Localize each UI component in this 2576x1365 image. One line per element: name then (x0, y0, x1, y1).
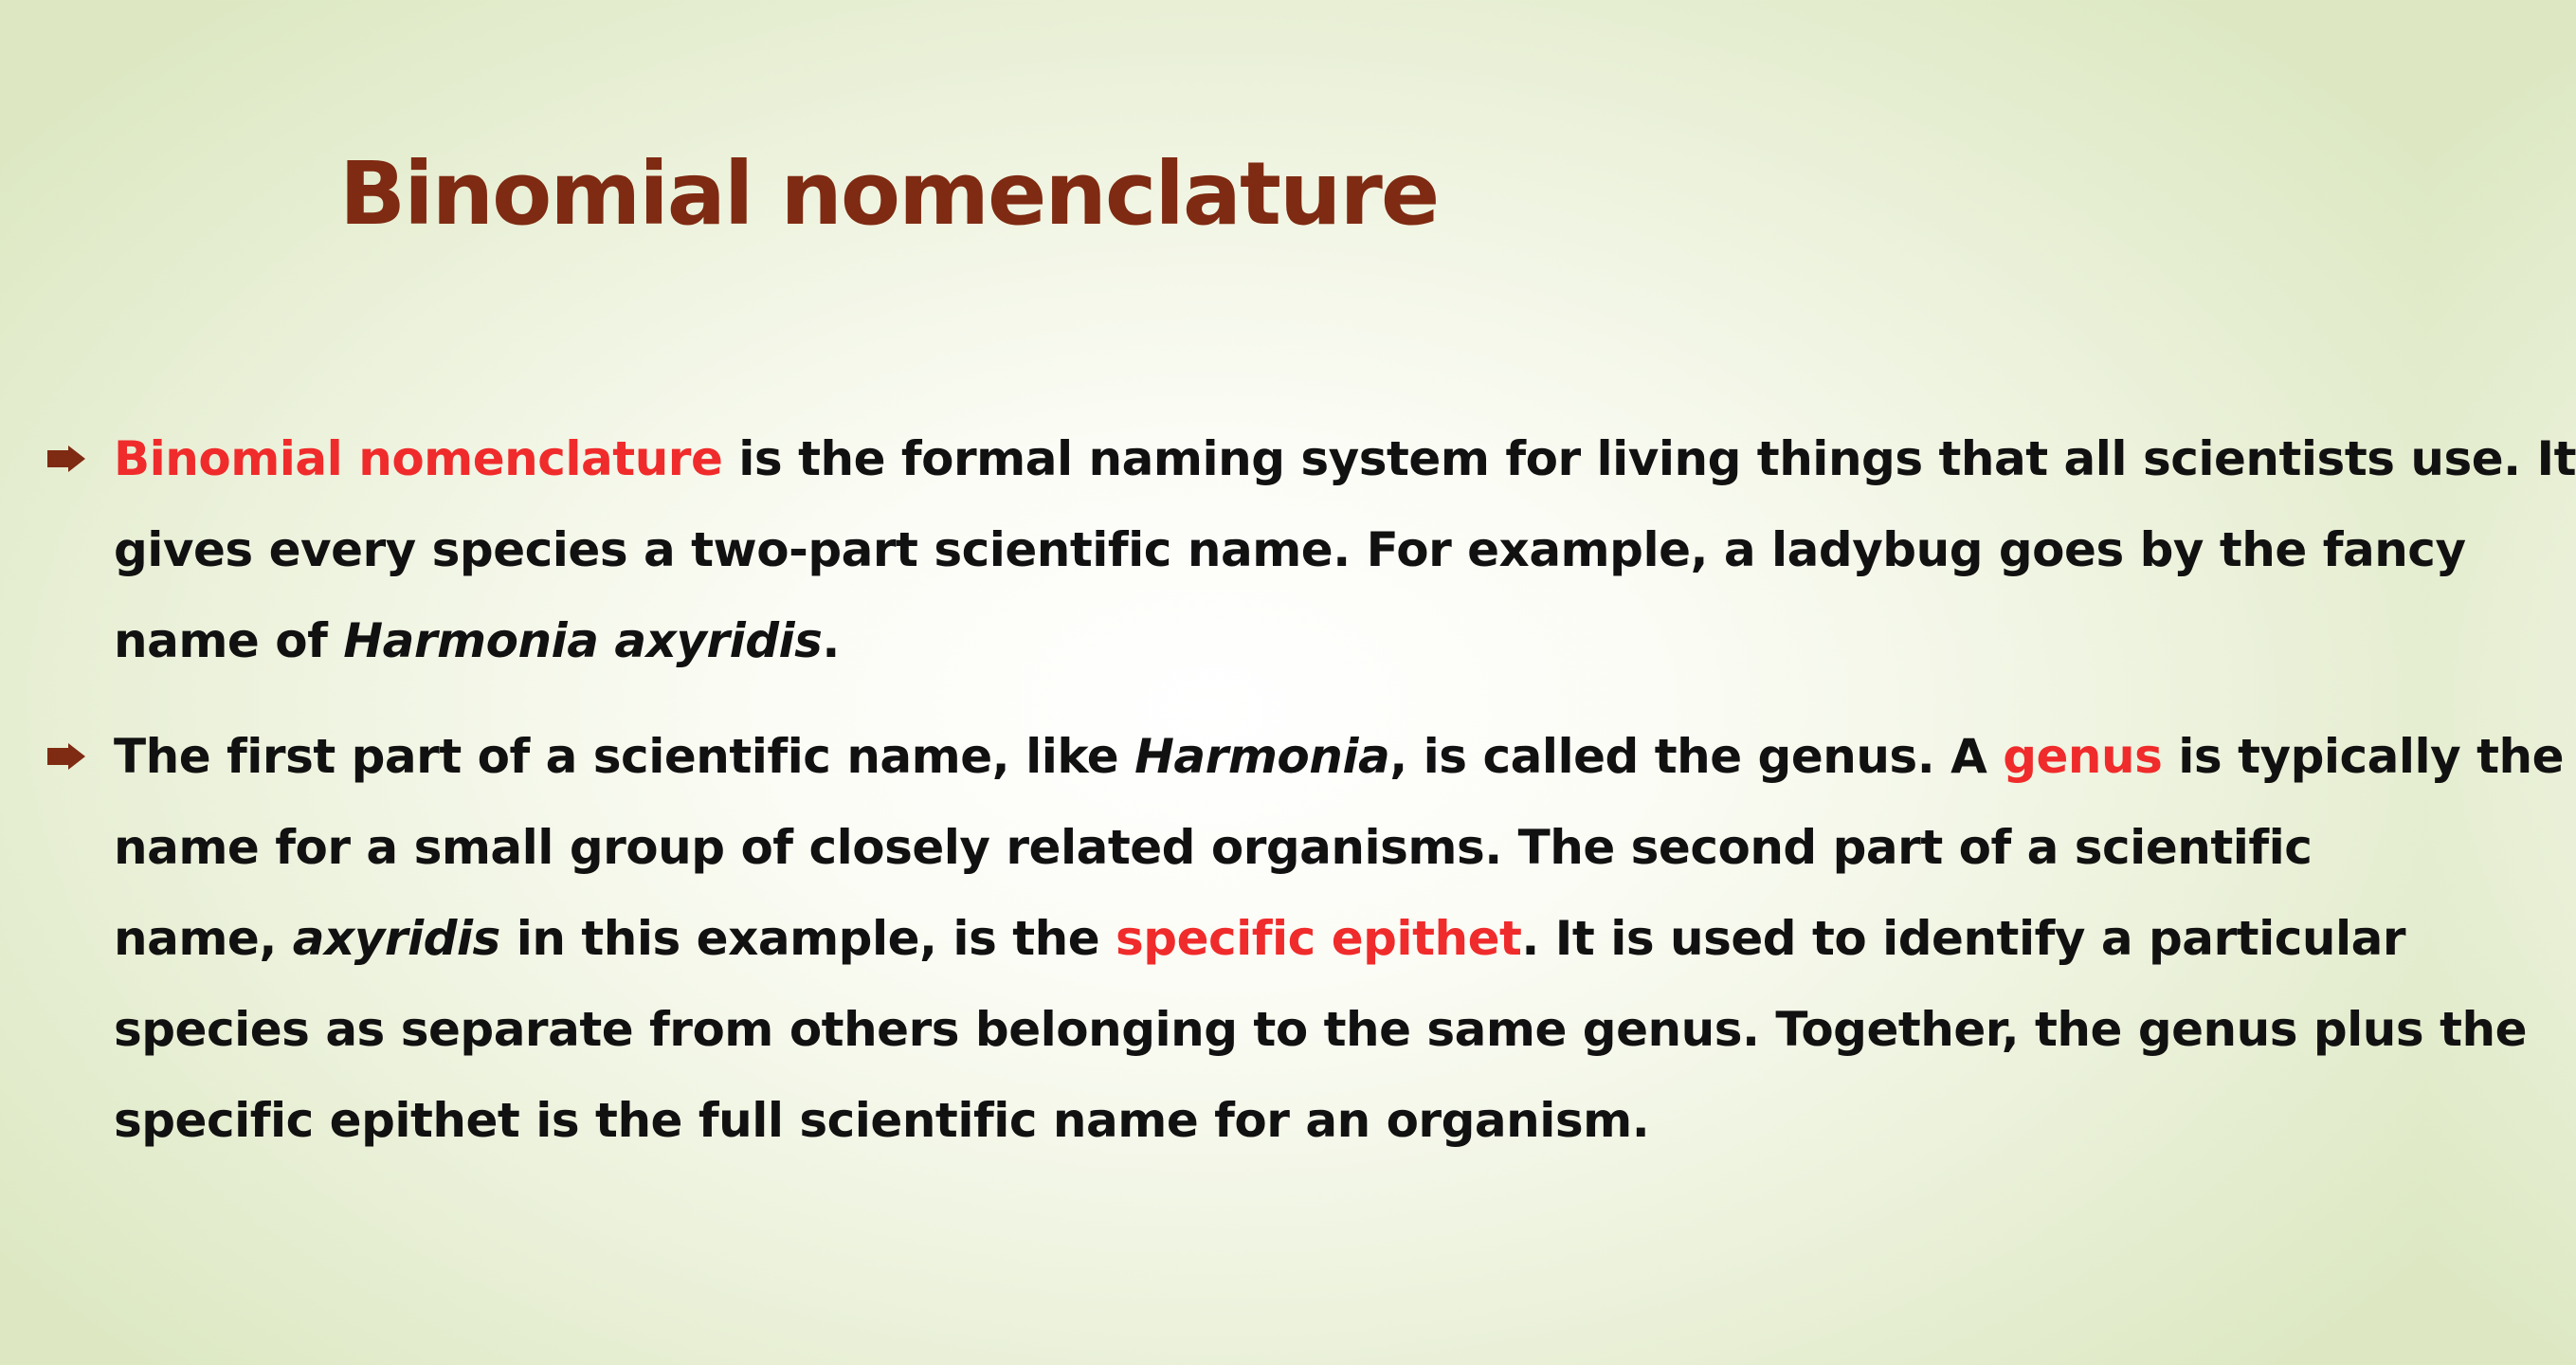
bullet-line (114, 711, 2565, 802)
bullet-line (114, 984, 2527, 1075)
text-run: . (822, 613, 840, 668)
bullet-line (114, 1075, 2379, 1166)
highlight-term-genus: genus (2003, 729, 2163, 784)
text-run: The first part of a scientific name, like (114, 729, 1135, 784)
bullet-list (47, 413, 2576, 1166)
italic-species-name: Harmonia axyridis (343, 613, 823, 668)
text-run: , is called the genus. A (1389, 729, 2004, 784)
italic-genus-name: Harmonia (1134, 729, 1390, 784)
text-run: gives every species a two-part scientific name. For example, a ladybug goes by the fancy (114, 522, 2466, 577)
text-run: specific epithet is the full scientific name for an organism. (114, 1093, 1650, 1148)
arrow-bullet-icon (47, 743, 85, 770)
italic-epithet-name: axyridis (292, 911, 500, 966)
text-run: name, (114, 911, 293, 966)
arrow-bullet-icon (47, 446, 85, 472)
slide-title: Binomial nomenclature (339, 143, 1439, 245)
text-run: species as separate from others belonging to the same genus. Together, the genus plus the (114, 1002, 2527, 1057)
bullet-line (114, 802, 2379, 893)
text-run: is the formal naming system for living things that all scientists use. It (722, 431, 2576, 486)
text-run: in this example, is the (499, 911, 1116, 966)
text-run: . It is used to identify a particular (1521, 911, 2405, 966)
bullet-item-definition (47, 413, 2576, 686)
text-run: name of (114, 613, 344, 668)
bullet-line (114, 413, 2576, 504)
text-run: is typically the (2162, 729, 2565, 784)
bullet-line (114, 504, 2466, 595)
highlight-term-binomial-nomenclature: Binomial nomenclature (114, 431, 723, 486)
bullet-line (114, 893, 2405, 984)
text-run: name for a small group of closely related organisms. The second part of a scientific (114, 820, 2313, 875)
bullet-line (114, 595, 2379, 686)
highlight-term-specific-epithet: specific epithet (1116, 911, 1522, 966)
bullet-item-genus-epithet (47, 711, 2565, 1166)
